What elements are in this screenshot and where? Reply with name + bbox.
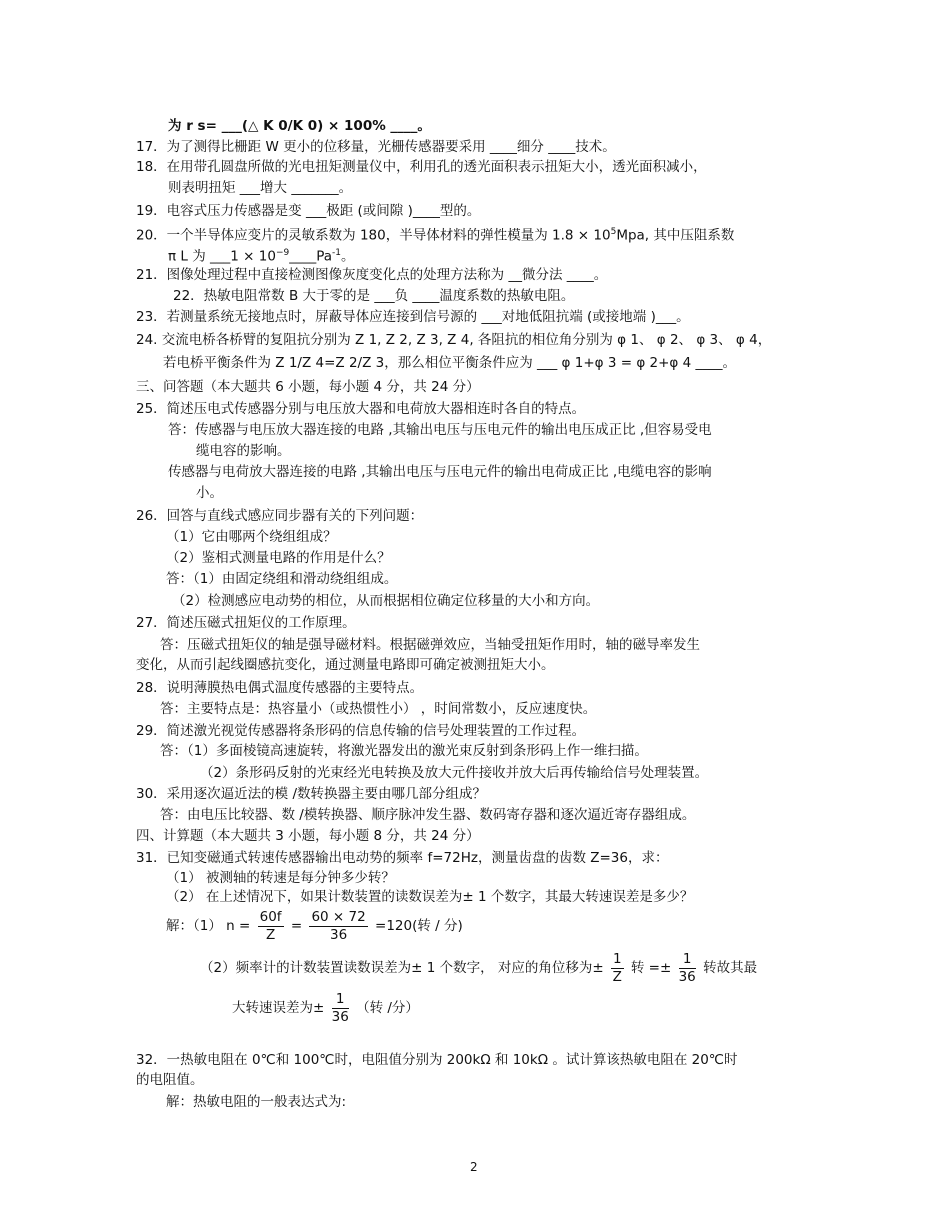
question-20-cont: π L 为 ___1 × $10^{-9}\_\_\_\_Pa^{-1}$。 [168,248,355,265]
question-24-cont: 若电桥平衡条件为 Z 1/Z 4=Z 2/Z 3，那么相位平衡条件应为 ___ φ 1+φ 3 = φ 2+φ 4 ____。 [163,355,736,371]
section-3-heading: 三、问答题（本大题共 6 小题，每小题 4 分，共 24 分） [136,379,480,395]
text-line-16: 为 r s= ___(△ K 0/K 0) × 100% ____。 [168,118,431,134]
page-number: 2 [470,1160,478,1174]
question-32: 32．一热敏电阻在 0℃和 100℃时，电阻值分别为 200kΩ 和 10kΩ 。试计算该热敏电阻在 20℃时 [136,1052,738,1068]
question-19: 19．电容式压力传感器是变 ___极距 (或间隙 )____型的。 [136,203,481,219]
section-4-heading: 四、计算题（本大题共 3 小题，每小题 8 分，共 24 分） [136,828,480,844]
question-29: 29．简述激光视觉传感器将条形码的信息传输的信号处理装置的工作过程。 [136,723,586,739]
answer-27-line1: 答：压磁式扭矩仪的轴是强导磁材料。根据磁弹效应，当轴受扭矩作用时，轴的磁导率发生 [160,637,700,653]
question-26: 26．回答与直线式感应同步器有关的下列问题： [136,508,424,524]
question-17: 17．为了测得比栅距 W 更小的位移量，光栅传感器要采用 ____细分 ____技术。 [136,139,616,155]
question-24: 24. 交流电桥各桥臂的复阻抗分别为 Z 1, Z 2, Z 3, Z 4, 各阻抗的相位角分别为 φ 1、 φ 2、 φ 3、 φ 4， [136,332,772,348]
question-31: 31．已知变磁通式转速传感器输出电动势的频率 f=72Hz，测量齿盘的齿数 Z=36，求： [136,850,669,866]
fraction-60x72-over-36: $\frac{60 \times 72}{36}$ [311,908,366,943]
question-18-cont: 则表明扭矩 ___增大 _______。 [168,180,353,196]
answer-31-part1: 解：（1） n = $\frac{60f}{Z}$ = $\frac{60 \times 72}{36}$ =120(转 / 分) [166,908,463,943]
answer-25-line2: 缆电容的影响。 [196,443,291,459]
question-23: 23．若测量系统无接地点时，屏蔽导体应连接到信号源的 ___对地低阻抗端 (或接地端 )___。 [136,309,690,325]
answer-29-part2: （2）条形码反射的光束经光电转换及放大元件接收并放大后再传输给信号处理装置。 [200,765,709,781]
answer-25-line4: 小。 [196,485,223,501]
question-26-part1: （1）它由哪两个绕组组成？ [166,529,337,545]
question-31-part1: （1） 被测轴的转速是每分钟多少转？ [166,870,395,886]
question-28: 28．说明薄膜热电偶式温度传感器的主要特点。 [136,680,424,696]
answer-25-line3: 传感器与电荷放大器连接的电路 ,其输出电压与压电元件的输出电荷成正比 ,电缆电容的影响 [168,464,712,480]
question-22: 22．热敏电阻常数 B 大于零的是 ___负 ____温度系数的热敏电阻。 [173,288,575,304]
question-32-cont: 的电阻值。 [136,1072,204,1088]
question-20: 20．一个半导体应变片的灵敏系数为 180，半导体材料的弹性模量为 $1.8 \times 10^5Mpa$, 其中压阻系数 [136,227,735,244]
question-18: 18．在用带孔圆盘所做的光电扭矩测量仪中，利用孔的透光面积表示扭矩大小，透光面积减小， [136,159,707,175]
question-25: 25．简述压电式传感器分别与电压放大器和电荷放大器相连时各自的特点。 [136,401,586,417]
answer-26-part1: 答：（1）由固定绕组和滑动绕组组成。 [166,571,398,587]
fraction-error-1-over-36: $\frac{1}{36}$ [331,990,349,1025]
answer-30: 答：由电压比较器、数 /模转换器、顺序脉冲发生器、数码寄存器和逐次逼近寄存器组成。 [160,807,696,823]
answer-28: 答：主要特点是：热容量小（或热惯性小） ，时间常数小，反应速度快。 [160,701,597,717]
question-30: 30．采用逐次逼近法的模 /数转换器主要由哪几部分组成？ [136,786,487,802]
question-21: 21．图像处理过程中直接检测图像灰度变化点的处理方法称为 __微分法 ____。 [136,267,608,283]
question-27: 27．简述压磁式扭矩仪的工作原理。 [136,615,356,631]
answer-31-part2-cont: 大转速误差为± $\frac{1}{36}$ （转 /分） [232,990,419,1025]
question-26-part2: （2）鉴相式测量电路的作用是什么？ [166,550,391,566]
answer-27-line2: 变化，从而引起线圈感抗变化，通过测量电路即可确定被测扭矩大小。 [136,657,555,673]
fraction-60f-over-z: $\frac{60f}{Z}$ [259,908,282,943]
fraction-1-over-z: $\frac{1}{Z}$ [612,950,622,985]
answer-26-part2: （2）检测感应电动势的相位，从而根据相位确定位移量的大小和方向。 [172,593,600,609]
answer-32: 解：热敏电阻的一般表达式为: [166,1094,347,1110]
fraction-1-over-36: $\frac{1}{36}$ [678,950,696,985]
answer-25-line1: 答：传感器与电压放大器连接的电路 ,其输出电压与压电元件的输出电压成正比 ,但容易受电 [168,422,712,438]
answer-29-part1: 答：（1）多面棱镜高速旋转，将激光器发出的激光束反射到条形码上作一维扫描。 [160,743,648,759]
answer-31-part2: （2）频率计的计数装置读数误差为± 1 个数字， 对应的角位移为± $\frac{1}{Z}$ 转 =± $\frac{1}{36}$ 转故其最 [200,950,758,985]
question-31-part2: （2） 在上述情况下，如果计数装置的读数误差为± 1 个数字，其最大转速误差是多少？ [166,889,694,905]
